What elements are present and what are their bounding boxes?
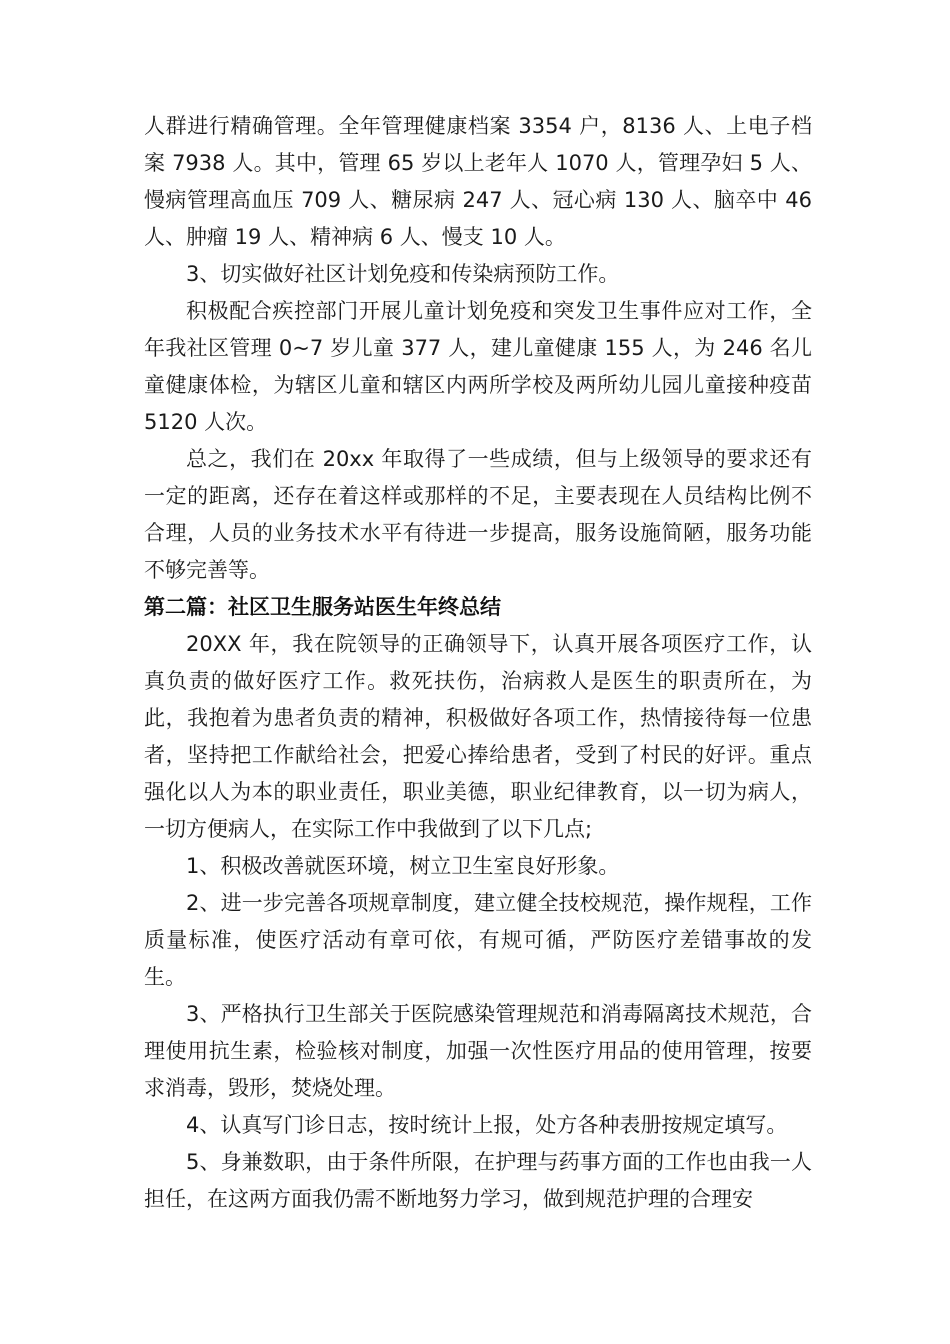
document-body xyxy=(144,108,812,1218)
paragraph-intro-part-two: 20XX 年，我在院领导的正确领导下，认真开展各项医疗工作，认真负责的做好医疗工作。救死扶伤，治病救人是医生的职责所在，为此，我抱着为患者负责的精神，积极做好各项工作，热情接待每一位患者，坚持把工作献给社会，把爱心捧给患者，受到了村民的好评。重点强化以人为本的职业责任，职业美德，职业纪律教育，以一切为病人，一切方便病人，在实际工作中我做到了以下几点; xyxy=(144,632,812,841)
paragraph-section-3-title: 3、切实做好社区计划免疫和传染病预防工作。 xyxy=(186,262,620,286)
section-heading-part-two: 第二篇：社区卫生服务站医生年终总结 xyxy=(144,595,501,619)
list-item-5: 5、身兼数职，由于条件所限，在护理与药事方面的工作也由我一人担任，在这两方面我仍需不断地努力学习，做到规范护理的合理安 xyxy=(144,1150,812,1211)
paragraph-summary: 总之，我们在 20xx 年取得了一些成绩，但与上级领导的要求还有一定的距离，还存在着这样或那样的不足，主要表现在人员结构比例不合理，人员的业务技术水平有待进一步提高，服务设施简陋，服务功能不够完善等。 xyxy=(144,447,812,582)
paragraph-immunization: 积极配合疾控部门开展儿童计划免疫和突发卫生事件应对工作，全年我社区管理 0~7 岁儿童 377 人，建儿童健康 155 人，为 246 名儿童健康体检，为辖区儿童和辖区内两所学校及两所幼儿园儿童接种疫苗 5120 人次。 xyxy=(144,299,812,434)
list-item-1: 1、积极改善就医环境，树立卫生室良好形象。 xyxy=(186,854,620,878)
list-item-3: 3、严格执行卫生部关于医院感染管理规范和消毒隔离技术规范，合理使用抗生素，检验核对制度，加强一次性医疗用品的使用管理，按要求消毒，毁形，焚烧处理。 xyxy=(144,1002,812,1100)
list-item-2: 2、进一步完善各项规章制度，建立健全技校规范，操作规程，工作质量标准，使医疗活动有章可依，有规可循，严防医疗差错事故的发生。 xyxy=(144,891,812,989)
list-item-4: 4、认真写门诊日志，按时统计上报，处方各种表册按规定填写。 xyxy=(186,1113,788,1137)
paragraph-health-records: 人群进行精确管理。全年管理健康档案 3354 户，8136 人、上电子档案 7938 人。其中，管理 65 岁以上老年人 1070 人，管理孕妇 5 人、慢病管理高血压 709 人、糖尿病 247 人、冠心病 130 人、脑卒中 46 人、肿瘤 19 人、精神病 6 人、慢支 10 人。 xyxy=(144,114,812,249)
